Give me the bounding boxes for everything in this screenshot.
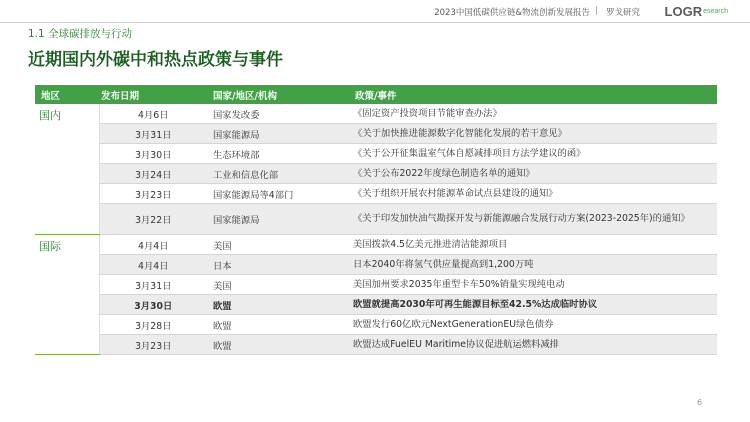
agency-cell: 欧盟 (207, 335, 349, 355)
table-row (35, 335, 717, 355)
header-date: 发布日期 (99, 85, 207, 104)
date-cell: 3月31日 (99, 275, 207, 295)
logr-logo (665, 3, 728, 19)
event-cell: 《关于加快推进能源数字化智能化发展的若干意见》 (349, 124, 717, 144)
table-row (35, 144, 717, 164)
agency-cell: 日本 (207, 255, 349, 275)
region-domestic: 国内 (35, 104, 99, 235)
event-cell: 《固定资产投资项目节能审查办法》 (349, 104, 717, 124)
agency-cell: 国家能源局 (207, 124, 349, 144)
header-event: 政策/事件 (349, 85, 717, 104)
table-row (35, 315, 717, 335)
agency-cell: 国家能源局等4部门 (207, 184, 349, 204)
agency-cell: 欧盟 (207, 315, 349, 335)
table-row (35, 275, 717, 295)
event-cell: 《关于公布2022年度绿色制造名单的通知》 (349, 164, 717, 184)
table-row (35, 164, 717, 184)
header-divider (0, 22, 750, 23)
section-label: 1.1 全球碳排放与行动 (28, 28, 133, 40)
table-header-row (35, 85, 717, 104)
table-row (35, 235, 717, 255)
date-cell: 3月28日 (99, 315, 207, 335)
event-cell: 《关于印发加快油气勘探开发与新能源融合发展行动方案(2023-2025年)的通知》 (349, 204, 717, 235)
table-row (35, 184, 717, 204)
header-agency: 国家/地区/机构 (207, 85, 349, 104)
event-cell: 欧盟发行60亿欧元NextGenerationEU绿色债券 (349, 315, 717, 335)
event-cell: 《关于组织开展农村能源革命试点县建设的通知》 (349, 184, 717, 204)
report-header (0, 0, 750, 22)
page-number: 6 (697, 398, 703, 407)
table-row (35, 204, 717, 235)
table-row (35, 295, 717, 315)
table-row (35, 124, 717, 144)
agency-cell: 美国 (207, 235, 349, 255)
date-cell: 4月6日 (99, 104, 207, 124)
date-cell: 3月30日 (99, 295, 207, 315)
logo-sub: esearch (703, 7, 728, 15)
report-title: 2023中国低碳供应链&物流创新发展报告 (434, 8, 590, 18)
date-cell: 3月31日 (99, 124, 207, 144)
date-cell: 3月24日 (99, 164, 207, 184)
logo-text: LOGR (664, 3, 703, 19)
event-cell: 欧盟就提高2030年可再生能源目标至42.5%达成临时协议 (349, 295, 717, 315)
event-cell: 美国加州要求2035年重型卡车50%销量实现纯电动 (349, 275, 717, 295)
event-cell: 美国拨款4.5亿美元推进清洁能源项目 (349, 235, 717, 255)
date-cell: 3月22日 (99, 204, 207, 235)
table-row (35, 104, 717, 124)
date-cell: 4月4日 (99, 235, 207, 255)
date-cell: 4月4日 (99, 255, 207, 275)
header-separator: | (595, 6, 598, 16)
page-title: 近期国内外碳中和热点政策与事件 (28, 50, 283, 70)
event-cell: 欧盟达成FuelEU Maritime协议促进航运燃料减排 (349, 335, 717, 355)
date-cell: 3月30日 (99, 144, 207, 164)
table-row (35, 255, 717, 275)
agency-cell: 生态环境部 (207, 144, 349, 164)
org-name: 罗戈研究 (605, 8, 640, 18)
agency-cell: 国家发改委 (207, 104, 349, 124)
event-cell: 日本2040年将氢气供应量提高到1,200万吨 (349, 255, 717, 275)
agency-cell: 美国 (207, 275, 349, 295)
header-region: 地区 (35, 85, 99, 104)
date-cell: 3月23日 (99, 335, 207, 355)
date-cell: 3月23日 (99, 184, 207, 204)
agency-cell: 国家能源局 (207, 204, 349, 235)
policy-table (35, 85, 717, 355)
region-international: 国际 (35, 235, 99, 355)
agency-cell: 欧盟 (207, 295, 349, 315)
agency-cell: 工业和信息化部 (207, 164, 349, 184)
event-cell: 《关于公开征集温室气体自愿减排项目方法学建议的函》 (349, 144, 717, 164)
